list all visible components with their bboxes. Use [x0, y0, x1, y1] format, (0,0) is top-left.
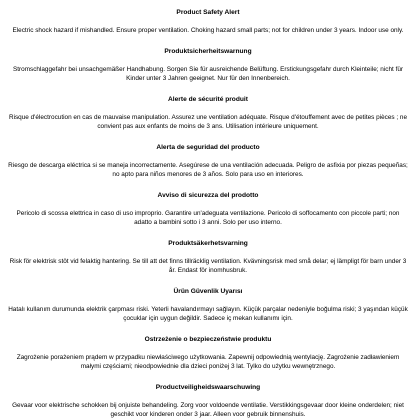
- section-text: Zagrożenie porażeniem prądem w przypadku niewłaściwego użytkowania. Zapewnij odpowiednią wentylację. Zagrożenie zadławieniem małymi częściami; nieodpowiednie dla dzieci poniżej 3 lat. Tylko do użytku wewnętrznego.: [16, 354, 400, 370]
- section-heading: Product Safety Alert: [176, 9, 240, 16]
- section-text: Stromschlaggefahr bei unsachgemäßer Handhabung. Sorgen Sie für ausreichende Belüftung. Erstickungsgefahr durch Kleinteile; nicht für Kinder unter 3 Jahren geeignet. Nur für den Innenbereich.: [12, 66, 404, 82]
- section-heading: Avviso di sicurezza del prodotto: [157, 192, 259, 199]
- section-text: Electric shock hazard if mishandled. Ensure proper ventilation. Choking hazard small parts; not for children under 3 years. Indoor use only.: [12, 27, 404, 34]
- safety-section-it: [8, 192, 408, 227]
- safety-section-de: [8, 48, 408, 83]
- section-text: Riesgo de descarga eléctrica si se maneja incorrectamente. Asegúrese de una ventilación adecuada. Peligro de asfixia por piezas pequeñas; no apto para niños menores de 3 años. Solo para uso en interiores.: [8, 162, 408, 178]
- section-heading: Alerte de sécurité produit: [168, 96, 248, 103]
- section-text: Risque d'électrocution en cas de mauvaise manipulation. Assurez une ventilation adéquate. Risque d'étouffement avec de petites pièces ; ne convient pas aux enfants de moins de 3 ans. Utilisation intérieure uniquement.: [8, 114, 408, 130]
- safety-section-nl: [8, 384, 408, 419]
- safety-section-en: [8, 9, 408, 35]
- section-heading: Ostrzeżenie o bezpieczeństwie produktu: [144, 336, 272, 343]
- section-heading: Alerta de seguridad del producto: [156, 144, 260, 151]
- safety-section-sv: [8, 240, 408, 275]
- section-text: Gevaar voor elektrische schokken bij onjuiste behandeling. Zorg voor voldoende ventilatie. Verstikkingsgevaar door kleine onderdelen; niet geschikt voor kinderen onder 3 jaar. Alleen voor gebruik binnenshuis.: [12, 402, 404, 418]
- section-heading: Productveiligheidswaarschuwing: [155, 384, 261, 391]
- section-text: Pericolo di scossa elettrica in caso di uso improprio. Garantire un'adeguata ventilazione. Pericolo di soffocamento con piccole parti; non adatto a bambini sotto i 3 anni. Solo per uso interno.: [16, 210, 400, 226]
- section-text: Risk för elektrisk stöt vid felaktig hantering. Se till att det finns tillräcklig ventilation. Kvävningsrisk med små delar; ej lämpligt för barn under 3 år. Endast för inomhusbruk.: [9, 258, 407, 274]
- safety-section-tr: [8, 288, 408, 323]
- section-heading: Ürün Güvenlik Uyarısı: [173, 288, 243, 295]
- safety-section-es: [8, 144, 408, 179]
- section-heading: Produktsicherheitswarnung: [164, 48, 252, 55]
- safety-section-fr: [8, 96, 408, 131]
- section-heading: Produktsäkerhetsvarning: [168, 240, 248, 247]
- section-text: Hatalı kullanım durumunda elektrik çarpması riski. Yeterli havalandırmayı sağlayın. Küçük parçalar nedeniyle boğulma riski; 3 yaşından küçük çocuklar için uygun değildir. Sadece iç mekan kullanımı için.: [8, 306, 408, 322]
- safety-section-pl: [8, 336, 408, 371]
